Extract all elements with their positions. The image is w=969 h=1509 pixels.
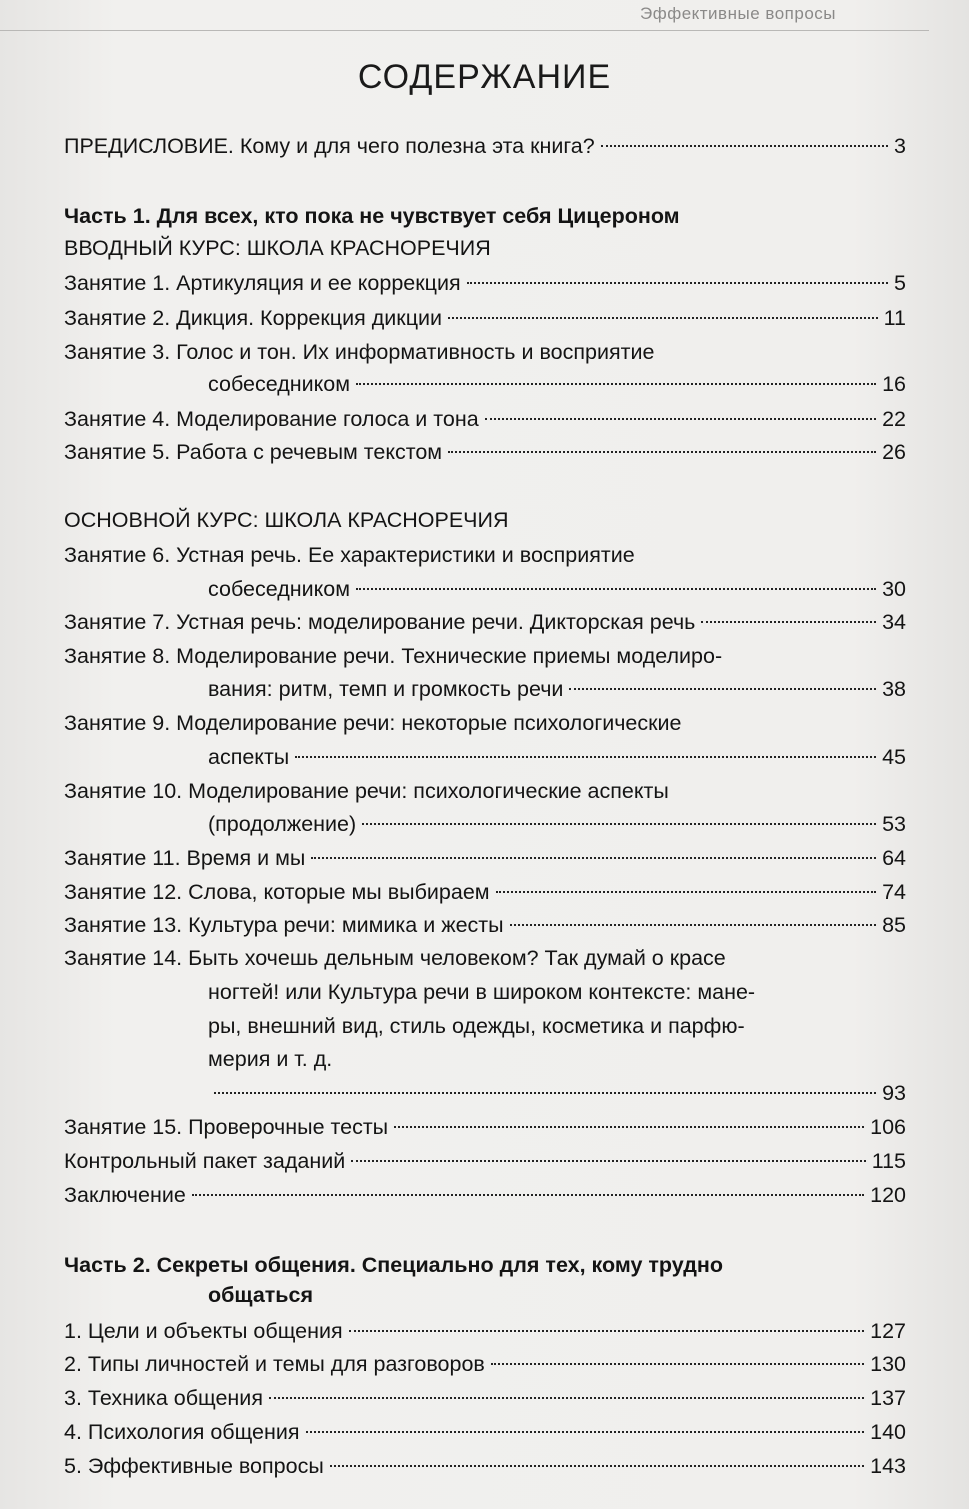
part1-title: Часть 1. Для всех, кто пока не чувствует себя Цицероном — [64, 204, 680, 228]
dot-leader — [394, 1126, 864, 1128]
dot-leader — [448, 451, 876, 453]
toc-entry-label: Занятие 5. Работа с речевым текстом — [64, 440, 443, 464]
toc-entry-lesson-14 — [64, 1078, 906, 1108]
toc-entry-label: Занятие 1. Артикуляция и ее коррекция — [64, 271, 461, 295]
toc-entry-label: ПРЕДИСЛОВИЕ. Кому и для чего полезна эта книга? — [64, 134, 595, 158]
toc-entry-lesson-6-line1: Занятие 6. Устная речь. Ее характеристики и восприятие — [64, 543, 635, 567]
toc-page-number: 34 — [882, 610, 906, 634]
toc-entry-label: Занятие 11. Время и мы — [64, 846, 306, 870]
toc-entry-label: собеседником — [208, 372, 351, 396]
toc-entry-part2-1 — [64, 1316, 906, 1346]
toc-entry-conclusion — [64, 1180, 906, 1210]
toc-page-number: 137 — [870, 1386, 906, 1410]
toc-entry-label: вания: ритм, темп и громкость речи — [208, 677, 564, 701]
toc-entry-label: 1. Цели и объекты общения — [64, 1319, 343, 1343]
dot-leader — [510, 924, 876, 926]
toc-page-number: 3 — [894, 134, 906, 158]
toc-entry-preface — [64, 131, 906, 161]
toc-page-number: 64 — [882, 846, 906, 870]
dot-leader — [349, 1330, 864, 1332]
main-course-heading: ОСНОВНОЙ КУРС: ШКОЛА КРАСНОРЕЧИЯ — [64, 508, 509, 532]
dot-leader — [330, 1465, 864, 1467]
toc-entry-lesson-10 — [64, 809, 906, 839]
toc-page-number: 53 — [882, 812, 906, 836]
part2-title-line1: Часть 2. Секреты общения. Специально для тех, кому трудно — [64, 1253, 723, 1277]
toc-entry-part2-5 — [64, 1451, 906, 1481]
toc-page-number: 16 — [882, 372, 906, 396]
toc-entry-label: 2. Типы личностей и темы для разговоров — [64, 1352, 485, 1376]
toc-entry-label: 5. Эффективные вопросы — [64, 1454, 324, 1478]
toc-page-number: 74 — [882, 880, 906, 904]
toc-entry-lesson-14-line3: ры, внешний вид, стиль одежды, косметика и парфю- — [208, 1014, 745, 1038]
dot-leader — [448, 317, 878, 319]
toc-entry-lesson-3-line1: Занятие 3. Голос и тон. Их информативность и восприятие — [64, 340, 655, 364]
dot-leader — [485, 418, 876, 420]
toc-entry-label: аспекты — [208, 745, 290, 769]
toc-entry-label: 4. Психология общения — [64, 1420, 300, 1444]
toc-page-number: 11 — [883, 306, 906, 330]
toc-entry-lesson-11 — [64, 843, 906, 873]
toc-page-number: 30 — [882, 577, 906, 601]
toc-entry-label: Занятие 7. Устная речь: моделирование речи. Дикторская речь — [64, 610, 696, 634]
toc-page-number: 120 — [870, 1183, 906, 1207]
toc-entry-lesson-8 — [64, 674, 906, 704]
toc-page-number: 127 — [870, 1319, 906, 1343]
toc-entry-lesson-7 — [64, 607, 906, 637]
dot-leader — [356, 588, 876, 590]
toc-entry-lesson-6 — [64, 574, 906, 604]
dot-leader — [311, 857, 876, 859]
toc-entry-lesson-2 — [64, 303, 906, 333]
toc-entry-label: Занятие 13. Культура речи: мимика и жесты — [64, 913, 504, 937]
toc-entry-label: собеседником — [208, 577, 351, 601]
dot-leader — [491, 1363, 864, 1365]
toc-entry-label: 3. Техника общения — [64, 1386, 263, 1410]
dot-leader — [214, 1092, 876, 1094]
toc-entry-part2-4 — [64, 1417, 906, 1447]
toc-entry-label: Заключение — [64, 1183, 186, 1207]
toc-entry-label: Занятие 4. Моделирование голоса и тона — [64, 407, 479, 431]
toc-entry-label: Занятие 12. Слова, которые мы выбираем — [64, 880, 490, 904]
toc-entry-lesson-5 — [64, 437, 906, 467]
dot-leader — [269, 1397, 864, 1399]
toc-entry-lesson-10-line1: Занятие 10. Моделирование речи: психологические аспекты — [64, 779, 669, 803]
toc-entry-lesson-9-line1: Занятие 9. Моделирование речи: некоторые психологические — [64, 711, 682, 735]
toc-page-number: 140 — [870, 1420, 906, 1444]
toc-page-number: 143 — [870, 1454, 906, 1478]
toc-page-number: 45 — [882, 745, 906, 769]
toc-entry-lesson-9 — [64, 742, 906, 772]
dot-leader — [356, 383, 876, 385]
toc-entry-lesson-14-line2: ногтей! или Культура речи в широком контексте: мане- — [208, 980, 756, 1004]
toc-entry-label: Контрольный пакет заданий — [64, 1149, 346, 1173]
page-title: СОДЕРЖАНИЕ — [357, 58, 612, 96]
toc-page-number: 93 — [882, 1081, 906, 1105]
toc-entry-lesson-3 — [64, 369, 906, 399]
dot-leader — [569, 688, 876, 690]
toc-entry-label: (продолжение) — [208, 812, 357, 836]
header-rule — [0, 30, 929, 31]
toc-page-number: 38 — [882, 677, 906, 701]
toc-entry-lesson-14-line4: мерия и т. д. — [208, 1047, 333, 1071]
toc-entry-part2-2 — [64, 1349, 906, 1379]
toc-page-number: 106 — [870, 1115, 906, 1139]
toc-entry-label: Занятие 15. Проверочные тесты — [64, 1115, 389, 1139]
toc-entry-lesson-12 — [64, 877, 906, 907]
dot-leader — [496, 891, 877, 893]
dot-leader — [467, 282, 888, 284]
dot-leader — [306, 1431, 865, 1433]
toc-page-number: 115 — [871, 1149, 906, 1173]
part2-title-line2: общаться — [208, 1283, 314, 1307]
toc-entry-lesson-15 — [64, 1112, 906, 1142]
dot-leader — [192, 1194, 864, 1196]
dot-leader — [362, 823, 876, 825]
toc-entry-control-tasks — [64, 1146, 906, 1176]
toc-entry-lesson-1 — [64, 268, 906, 298]
dot-leader — [351, 1160, 865, 1162]
toc-entry-lesson-8-line1: Занятие 8. Моделирование речи. Технические приемы моделиро- — [64, 644, 723, 668]
dot-leader — [601, 145, 888, 147]
toc-entry-label: Занятие 2. Дикция. Коррекция дикции — [64, 306, 443, 330]
toc-page-number: 22 — [882, 407, 906, 431]
toc-entry-lesson-4 — [64, 404, 906, 434]
intro-course-heading: ВВОДНЫЙ КУРС: ШКОЛА КРАСНОРЕЧИЯ — [64, 236, 491, 260]
toc-entry-part2-3 — [64, 1383, 906, 1413]
toc-page-number: 85 — [882, 913, 906, 937]
dot-leader — [295, 756, 876, 758]
toc-entry-lesson-13 — [64, 910, 906, 940]
toc-entry-lesson-14-line1: Занятие 14. Быть хочешь дельным человеком? Так думай о красе — [64, 946, 726, 970]
dot-leader — [701, 621, 876, 623]
toc-page-number: 130 — [870, 1352, 906, 1376]
toc-page-number: 26 — [882, 440, 906, 464]
toc-page-number: 5 — [894, 271, 906, 295]
running-head: Эффективные вопросы — [640, 4, 837, 23]
